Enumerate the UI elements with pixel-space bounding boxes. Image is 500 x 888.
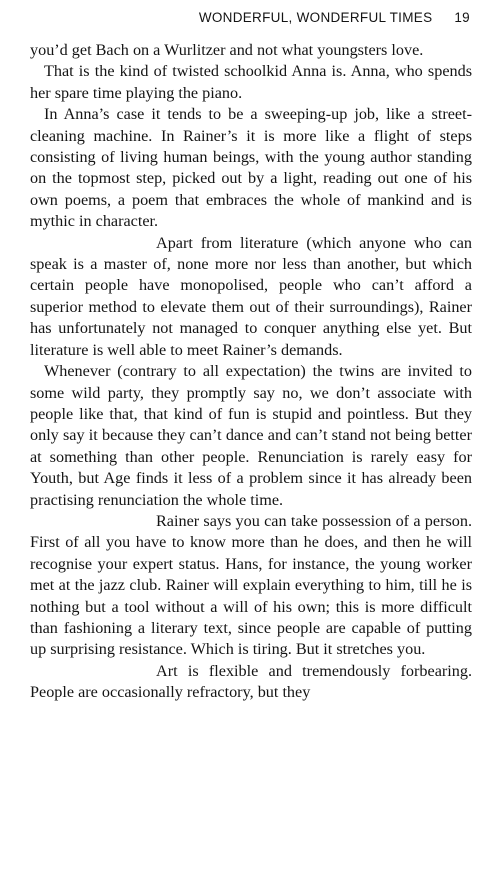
paragraph-literature: Apart from literature (which anyone who can speak is a master of, none more nor less than another, but which certain people have monopolised, people who can’t afford a superior method to elevate them out of their surroundings), Rainer has unfortunately not managed to conquer anything else yet. But literature is well able to meet Rainer’s demands. (30, 233, 472, 359)
paragraph-sweeping-up: In Anna’s case it tends to be a sweeping-up job, like a street-cleaning machine. In Rainer’s it is more like a flight of steps consisting of living human beings, with the young author standing on the topmost step, picked out by a light, reading out one of his own poems, a poem that embraces the whole of mankind and is mythic in character. (30, 105, 472, 231)
paragraph-wild-party: Whenever (contrary to all expectation) the twins are invited to some wild party, they promptly say no, we don’t associate with people like that, that kind of fun is stupid and pointless. But they only say it because they can’t dance and can’t stand not being better at something than other people. Renunciation is rarely easy for Youth, but Age finds it less of a problem since it has already been practising renunciation the whole time. (30, 362, 472, 509)
body-text (30, 40, 472, 704)
running-header (30, 10, 470, 34)
paragraph-possession: Rainer says you can take possession of a person. First of all you have to know more than he does, and then he will recognise your expert status. Hans, for instance, the young worker met at the jazz club. Rainer will explain everything to him, till he is nothing but a tool without a will of his own; this is more difficult than fashioning a literary text, since people are capable of putting up surprising resistance. Which is tiring. But it stretches you. (30, 511, 472, 659)
paragraph-continued: you’d get Bach on a Wurlitzer and not what youngsters love. (30, 41, 424, 59)
paragraph-anna-schoolkid: That is the kind of twisted schoolkid Anna is. Anna, who spends her spare time playing the piano. (30, 62, 472, 102)
page-number: 19 (454, 10, 470, 25)
running-title: WONDERFUL, WONDERFUL TIMES (198, 10, 433, 25)
paragraph-art: Art is flexible and tremendously forbearing. People are occasionally refractory, but they (30, 661, 472, 702)
